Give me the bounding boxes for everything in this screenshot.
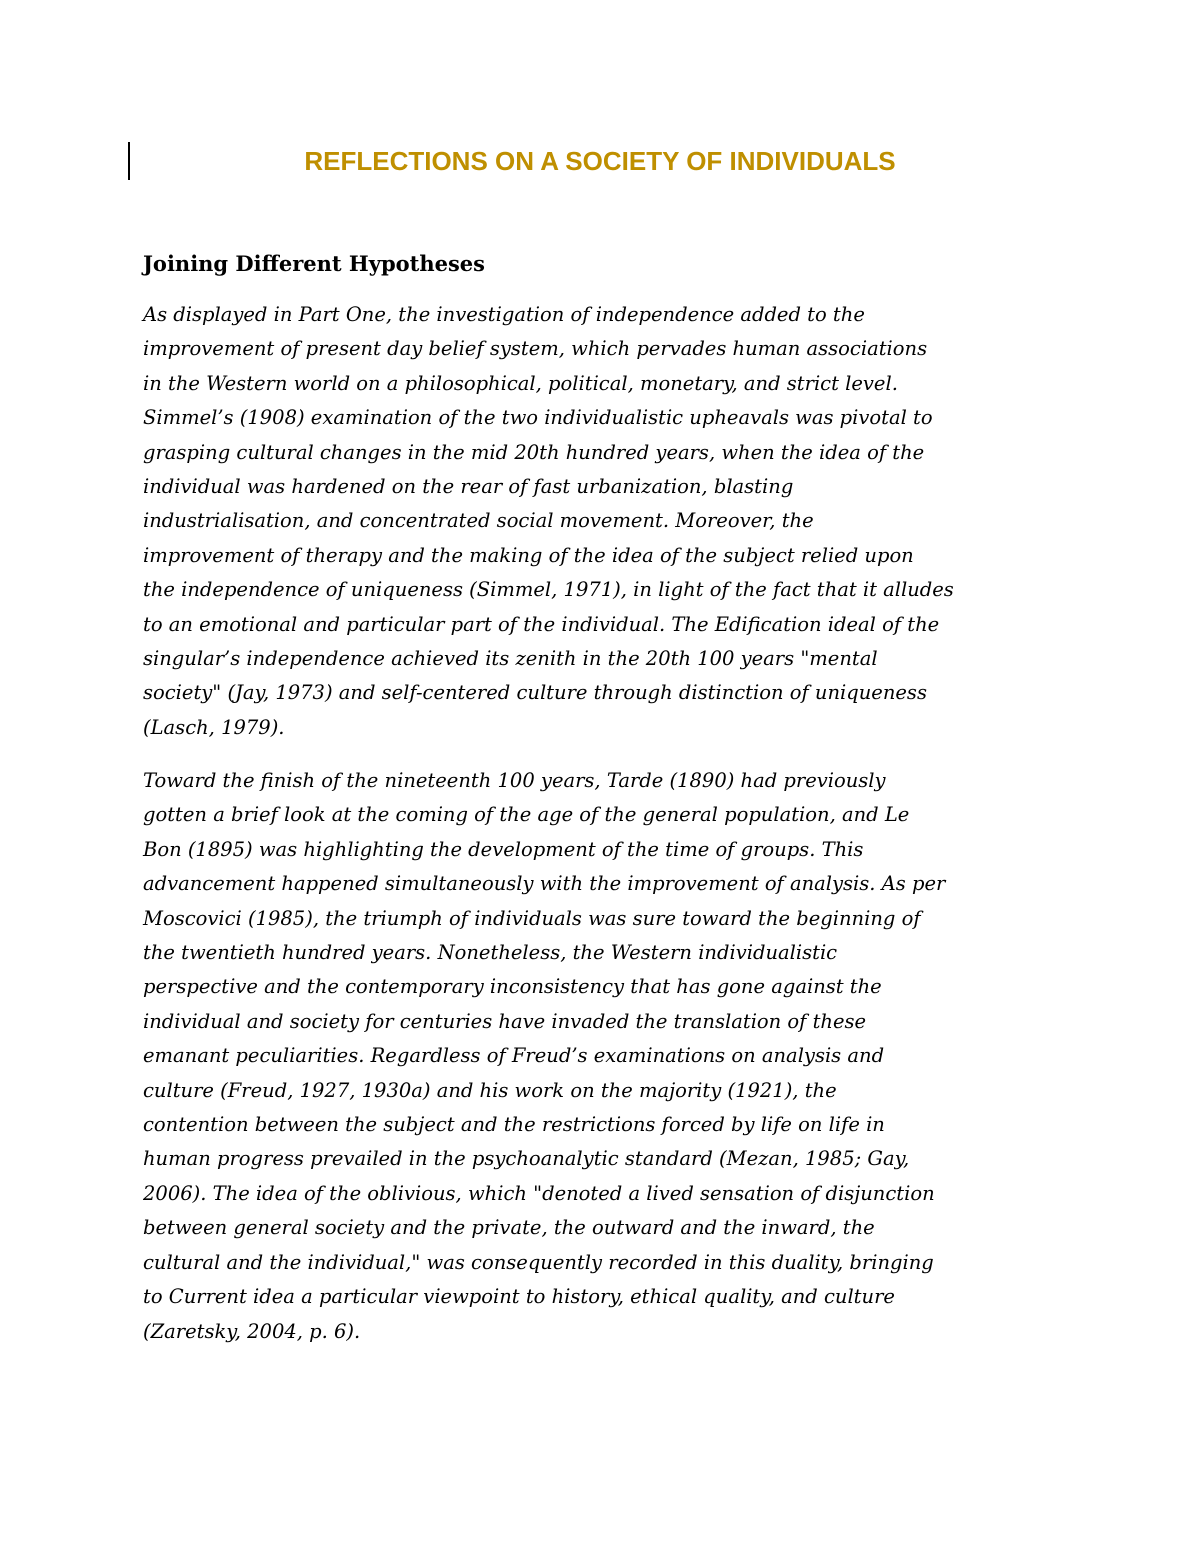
text-line: Simmel’s (1908) examination of the two individualistic upheavals was pivotal to [143, 406, 933, 430]
text-line: Toward the finish of the nineteenth 100 years, Tarde (1890) had previously [143, 769, 886, 792]
text-line: improvement of present day belief system, which pervades human associations [143, 337, 928, 361]
body-paragraph-1 [143, 298, 1073, 745]
text-line: to an emotional and particular part of the individual. The Edification ideal of the [143, 612, 940, 636]
text-line: in the Western world on a philosophical, political, monetary, and strict level. [143, 371, 898, 395]
section-heading: Joining Different Hypotheses [143, 251, 485, 276]
text-line: culture (Freud, 1927, 1930a) and his work on the majority (1921), the [143, 1078, 837, 1102]
text-line: perspective and the contemporary inconsistency that has gone against the [143, 975, 882, 999]
text-line: emanant peculiarities. Regardless of Freud’s examinations on analysis and [143, 1044, 885, 1068]
text-line: society" (Jay, 1973) and self-centered culture through distinction of uniqueness [143, 681, 927, 705]
text-line: 2006). The idea of the oblivious, which "denoted a lived sensation of disjunction [143, 1181, 935, 1205]
text-line: individual and society for centuries have invaded the translation of these [143, 1009, 867, 1033]
text-line: contention between the subject and the restrictions forced by life on life in [143, 1113, 885, 1137]
text-line: cultural and the individual," was consequently recorded in this duality, bringing [143, 1250, 934, 1274]
text-line: Moscovici (1985), the triumph of individuals was sure toward the beginning of [143, 906, 921, 930]
document-title: REFLECTIONS ON A SOCIETY OF INDIVIDUALS [304, 146, 896, 176]
text-line: human progress prevailed in the psychoanalytic standard (Mezan, 1985; Gay, [143, 1147, 910, 1171]
text-line: grasping cultural changes in the mid 20th hundred years, when the idea of the [143, 440, 925, 464]
text-line: to Current idea a particular viewpoint to history, ethical quality, and culture [143, 1285, 895, 1309]
text-line: gotten a brief look at the coming of the age of the general population, and Le [143, 803, 910, 827]
text-line: (Lasch, 1979). [143, 715, 285, 739]
text-line: the twentieth hundred years. Nonetheless, the Western individualistic [143, 941, 838, 965]
text-line: Bon (1895) was highlighting the development of the time of groups. This [143, 837, 864, 861]
text-line: As displayed in Part One, the investigation of independence added to the [143, 303, 865, 326]
text-line: singular’s independence achieved its zenith in the 20th 100 years "mental [143, 647, 878, 671]
text-line: advancement happened simultaneously with the improvement of analysis. As per [143, 872, 946, 896]
body-paragraph-2 [143, 764, 1073, 1349]
text-line: improvement of therapy and the making of the idea of the subject relied upon [143, 543, 914, 567]
text-line: (Zaretsky, 2004, p. 6). [143, 1319, 361, 1343]
text-line: the independence of uniqueness (Simmel, 1971), in light of the fact that it alludes [143, 578, 954, 602]
text-line: between general society and the private, the outward and the inward, the [143, 1216, 875, 1240]
text-line: industrialisation, and concentrated social movement. Moreover, the [143, 509, 814, 533]
text-line: individual was hardened on the rear of fast urbanization, blasting [143, 475, 794, 499]
